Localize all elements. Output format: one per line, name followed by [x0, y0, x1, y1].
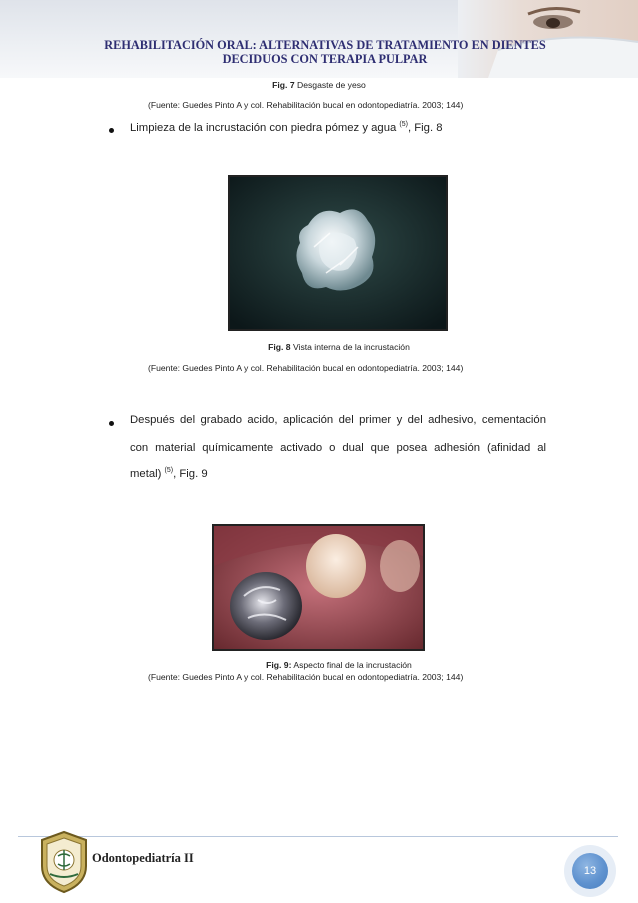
- fig8-caption: [20, 342, 638, 352]
- footer-title: Odontopediatría II: [92, 851, 194, 865]
- header-line-1: REHABILITACIÓN ORAL: ALTERNATIVAS DE TRATAMIENTO EN DIENTES: [104, 38, 546, 52]
- inlay-photo-image: [230, 177, 446, 329]
- bullet1-tail: , Fig. 8: [407, 122, 443, 134]
- footer-rule: [18, 836, 618, 837]
- fig9-caption: [20, 660, 638, 670]
- bullet1-text: [130, 122, 443, 134]
- header-line-2: DECIDUOS CON TERAPIA PULPAR: [222, 52, 428, 66]
- fig9-label: Fig. 9:: [266, 660, 292, 670]
- bullet1-ref: (5): [399, 121, 408, 129]
- university-seal-icon: [38, 830, 90, 894]
- fig7-label: Fig. 7: [272, 80, 295, 90]
- fig7-caption-text: Desgaste de yeso: [294, 80, 366, 90]
- bullet2-line-1: Después del grabado acido, aplicación del primer y del adhesivo, cementación: [130, 414, 546, 426]
- bullet1-main: Limpieza de la incrustación con piedra pómez y agua: [130, 122, 400, 134]
- page-header-title: [60, 38, 590, 66]
- fig8-caption-text: Vista interna de la incrustación: [290, 342, 410, 352]
- restored-tooth-photo-image: [214, 526, 423, 649]
- bullet2-line-2: con material químicamente activado o dual que posea adhesión (afinidad al: [130, 442, 546, 454]
- fig8-source: (Fuente: Guedes Pinto A y col. Rehabilitación bucal en odontopediatría. 2003; 144): [148, 363, 464, 373]
- bullet-icon: [109, 128, 114, 133]
- fig7-source: (Fuente: Guedes Pinto A y col. Rehabilitación bucal en odontopediatría. 2003; 144): [148, 100, 464, 110]
- fig9-caption-text: Aspecto final de la incrustación: [291, 660, 412, 670]
- bullet2-line3-tail: , Fig. 9: [173, 468, 208, 480]
- fig9-source: (Fuente: Guedes Pinto A y col. Rehabilitación bucal en odontopediatría. 2003; 144): [148, 672, 464, 682]
- bullet2-line-3: [130, 468, 208, 480]
- fig7-caption: [0, 80, 638, 90]
- fig8-label: Fig. 8: [268, 342, 291, 352]
- fig9-photo: [212, 524, 425, 651]
- bullet2-ref: (5): [164, 467, 174, 475]
- bullet-icon: [109, 421, 114, 426]
- bullet2-line3-start: metal): [130, 468, 165, 480]
- fig8-photo: [228, 175, 448, 331]
- page-number-badge: 13: [572, 853, 608, 889]
